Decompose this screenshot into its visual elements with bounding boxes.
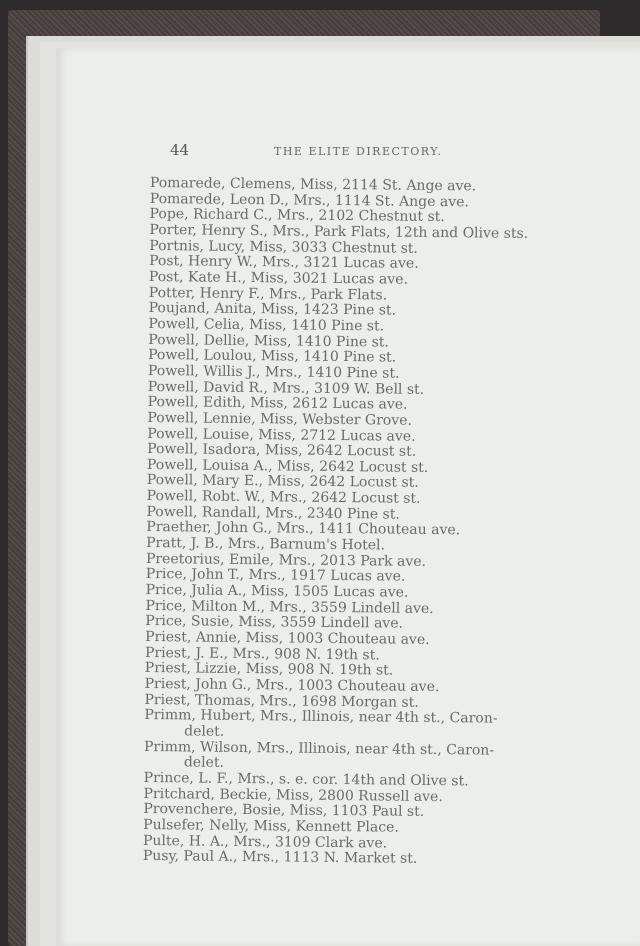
entry-text: Priest, Annie, Miss, 1003 Chouteau ave. (145, 629, 430, 648)
entry-text: Pritchard, Beckie, Miss, 2800 Russell ave. (143, 785, 443, 805)
entry-text: Price, Milton M., Mrs., 3559 Lindell ave. (145, 597, 434, 617)
entry-text: Porter, Henry S., Mrs., Park Flats, 12th and Olive sts. (149, 221, 529, 242)
page-header (0, 141, 640, 161)
directory-entries (143, 176, 590, 869)
entry-text: Portnis, Lucy, Miss, 3033 Chestnut st. (149, 237, 418, 257)
entry-text: Price, Susie, Miss, 3559 Lindell ave. (145, 613, 404, 633)
entry-text: Post, Kate H., Miss, 3021 Lucas ave. (148, 268, 409, 288)
entry-text: Powell, Loulou, Miss, 1410 Pine st. (148, 347, 397, 366)
entry-text: Pomarede, Clemens, Miss, 2114 St. Ange ave. (149, 175, 477, 195)
entry-text: Priest, John G., Mrs., 1003 Chouteau ave. (144, 675, 440, 696)
entry-text: Powell, Louisa A., Miss, 2642 Locust st. (146, 456, 429, 476)
entry-text: Pratt, J. B., Mrs., Barnum's Hotel. (146, 535, 386, 554)
entry-text: Pope, Richard C., Mrs., 2102 Chestnut st. (149, 206, 445, 226)
entry-text: Potter, Henry F., Mrs., Park Flats. (148, 284, 388, 304)
page-number: 44 (170, 141, 190, 159)
entry-text: Prince, L. F., Mrs., s. e. cor. 14th and Olive st. (143, 769, 469, 790)
entry-text: Powell, Celia, Miss, 1410 Pine st. (148, 315, 385, 335)
entry-text: Powell, Isadora, Miss, 2642 Locust st. (147, 441, 417, 460)
running-head: THE ELITE DIRECTORY. (274, 145, 443, 158)
entry-continuation: delet. (184, 723, 225, 740)
entry-text: Powell, Willis J., Mrs., 1410 Pine st. (147, 362, 400, 382)
entry-text: Praether, John G., Mrs., 1411 Chouteau ave. (146, 519, 461, 539)
entry-text: Powell, David R., Mrs., 3109 W. Bell st. (147, 378, 425, 398)
entry-text: Provenchere, Bosie, Miss, 1103 Paul st. (143, 801, 425, 821)
entry-text: Price, John T., Mrs., 1917 Lucas ave. (145, 566, 406, 586)
entry-text: Priest, J. E., Mrs., 908 N. 19th st. (144, 644, 380, 664)
entry-text: Preetorius, Emile, Mrs., 2013 Park ave. (145, 550, 427, 570)
entry-text: Powell, Randall, Mrs., 2340 Pine st. (146, 503, 400, 523)
entry-text: Powell, Edith, Miss, 2612 Lucas ave. (147, 394, 408, 413)
entry-text: Powell, Lennie, Miss, Webster Grove. (147, 409, 412, 429)
entry-continuation: delet. (183, 754, 225, 772)
entry-text: Powell, Robt. W., Mrs., 2642 Locust st. (146, 488, 421, 507)
entry-text: Powell, Louise, Miss, 2712 Lucas ave. (147, 425, 416, 445)
entry-text: Pomarede, Leon D., Mrs., 1114 St. Ange ave. (149, 190, 469, 210)
entry-text: Post, Henry W., Mrs., 3121 Lucas ave. (149, 253, 419, 273)
entry-text: Powell, Mary E., Miss, 2642 Locust st. (146, 472, 419, 492)
entry-text: Priest, Thomas, Mrs., 1698 Morgan st. (144, 691, 419, 711)
entry-text: Primm, Wilson, Mrs., Illinois, near 4th st., Caron- (143, 738, 495, 759)
entry-text: Poujand, Anita, Miss, 1423 Pine st. (148, 300, 397, 319)
entry-text: Pulsefer, Nelly, Miss, Kennett Place. (143, 816, 399, 836)
entry-text: Pusy, Paul A., Mrs., 1113 N. Market st. (142, 848, 418, 868)
entry-text: Powell, Dellie, Miss, 1410 Pine st. (148, 331, 389, 351)
entry-text: Pulte, H. A., Mrs., 3109 Clark ave. (142, 832, 388, 852)
entry-text: Primm, Hubert, Mrs., Illinois, near 4th st., Caron- (144, 707, 498, 727)
entry-text: Price, Julia A., Miss, 1505 Lucas ave. (145, 582, 409, 601)
entry-text: Priest, Lizzie, Miss, 908 N. 19th st. (144, 660, 394, 679)
